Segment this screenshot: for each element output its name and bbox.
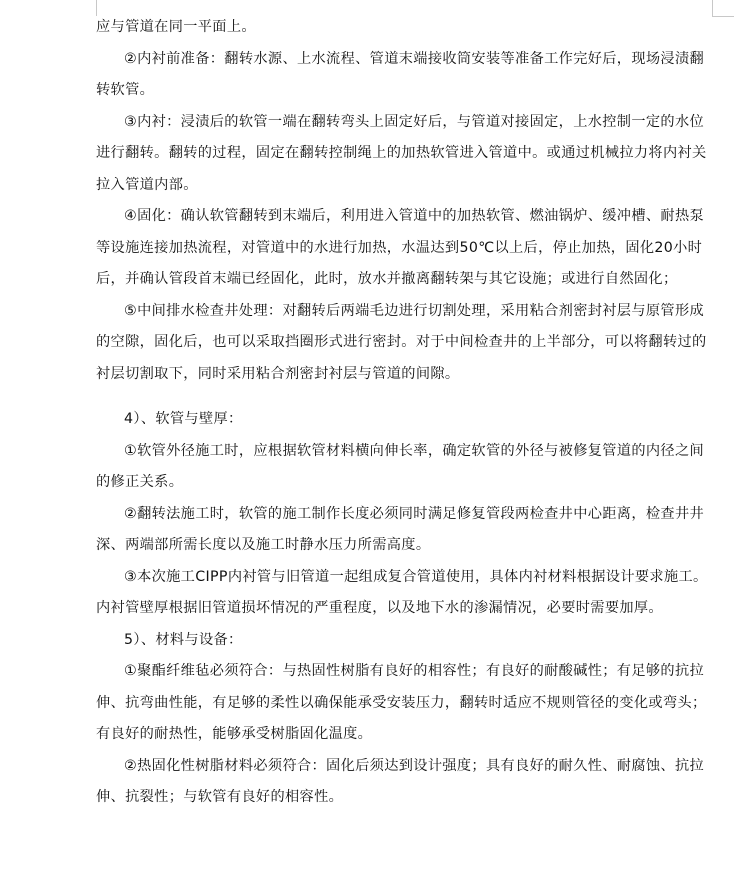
paragraph-cipp-liner: ③本次施工CIPP内衬管与旧管道一起组成复合管道使用，具体内衬材料根据设计要求施工。内衬管壁厚根据旧管道损坏情况的严重程度，以及地下水的渗漏情况，必要时需要加厚。 [96, 568, 708, 616]
section-heading-materials-equipment: 5）、材料与设备： [124, 631, 243, 648]
paragraph-hose-diameter: ①软管外径施工时，应根据软管材料横向伸长率，确定软管的外径与被修复管道的内径之间的修正关系。 [96, 442, 705, 490]
paragraph-manhole-treatment: ⑤中间排水检查井处理：对翻转后两端毛边进行切割处理，采用粘合剂密封衬层与原管形成的空隙，固化后，也可以采取挡圈形式进行密封。对于中间检查井的上半部分，可以将翻转过的衬层切割取下，同时采用粘合剂密封衬层与管道的间隙。 [96, 302, 707, 382]
paragraph-thermosetting-resin: ②热固化性树脂材料必须符合：固化后须达到设计强度；具有良好的耐久性、耐腐蚀、抗拉伸、抗裂性；与软管有良好的相容性。 [96, 757, 705, 805]
paragraph-polyester-felt: ①聚酯纤维毡必须符合：与热固性树脂有良好的相容性；有良好的耐酸碱性；有足够的抗拉伸、抗弯曲性能，有足够的柔性以确保能承受安装压力，翻转时适应不规则管径的变化或弯头；有良好的耐热性，能够承受树脂固化温度。 [96, 663, 707, 742]
paragraph-continuation: 应与管道在同一平面上。 [96, 19, 256, 35]
page-margin-mark-right [712, 0, 713, 16]
paragraph-lining-preparation: ②内衬前准备：翻转水源、上水流程、管道末端接收筒安装等准备工作完好后，现场浸渍翻转软管。 [96, 50, 705, 98]
paragraph-lining: ③内衬：浸渍后的软管一端在翻转弯头上固定好后，与管道对接固定，上水控制一定的水位进行翻转。翻转的过程，固定在翻转控制绳上的加热软管进入管道中。或通过机械拉力将内衬关拉入管道内部。 [96, 113, 707, 193]
paragraph-curing: ④固化：确认软管翻转到末端后，利用进入管道中的加热软管、燃油锅炉、缓冲槽、耐热泵等设施连接加热流程，对管道中的水进行加热，水温达到50℃以上后，停止加热，固化20小时后，并确认管段首末端已经固化，此时，放水并撤离翻转架与其它设施；或进行自然固化； [96, 208, 705, 287]
page-margin-mark-right-horizontal [712, 16, 734, 17]
section-heading-hose-thickness: 4）、软管与壁厚： [124, 411, 243, 427]
paragraph-hose-length: ②翻转法施工时，软管的施工制作长度必须同时满足修复管段两检查井中心距离，检查井井深、两端部所需长度以及施工时静水压力所需高度。 [96, 505, 705, 553]
document-body [96, 12, 712, 814]
